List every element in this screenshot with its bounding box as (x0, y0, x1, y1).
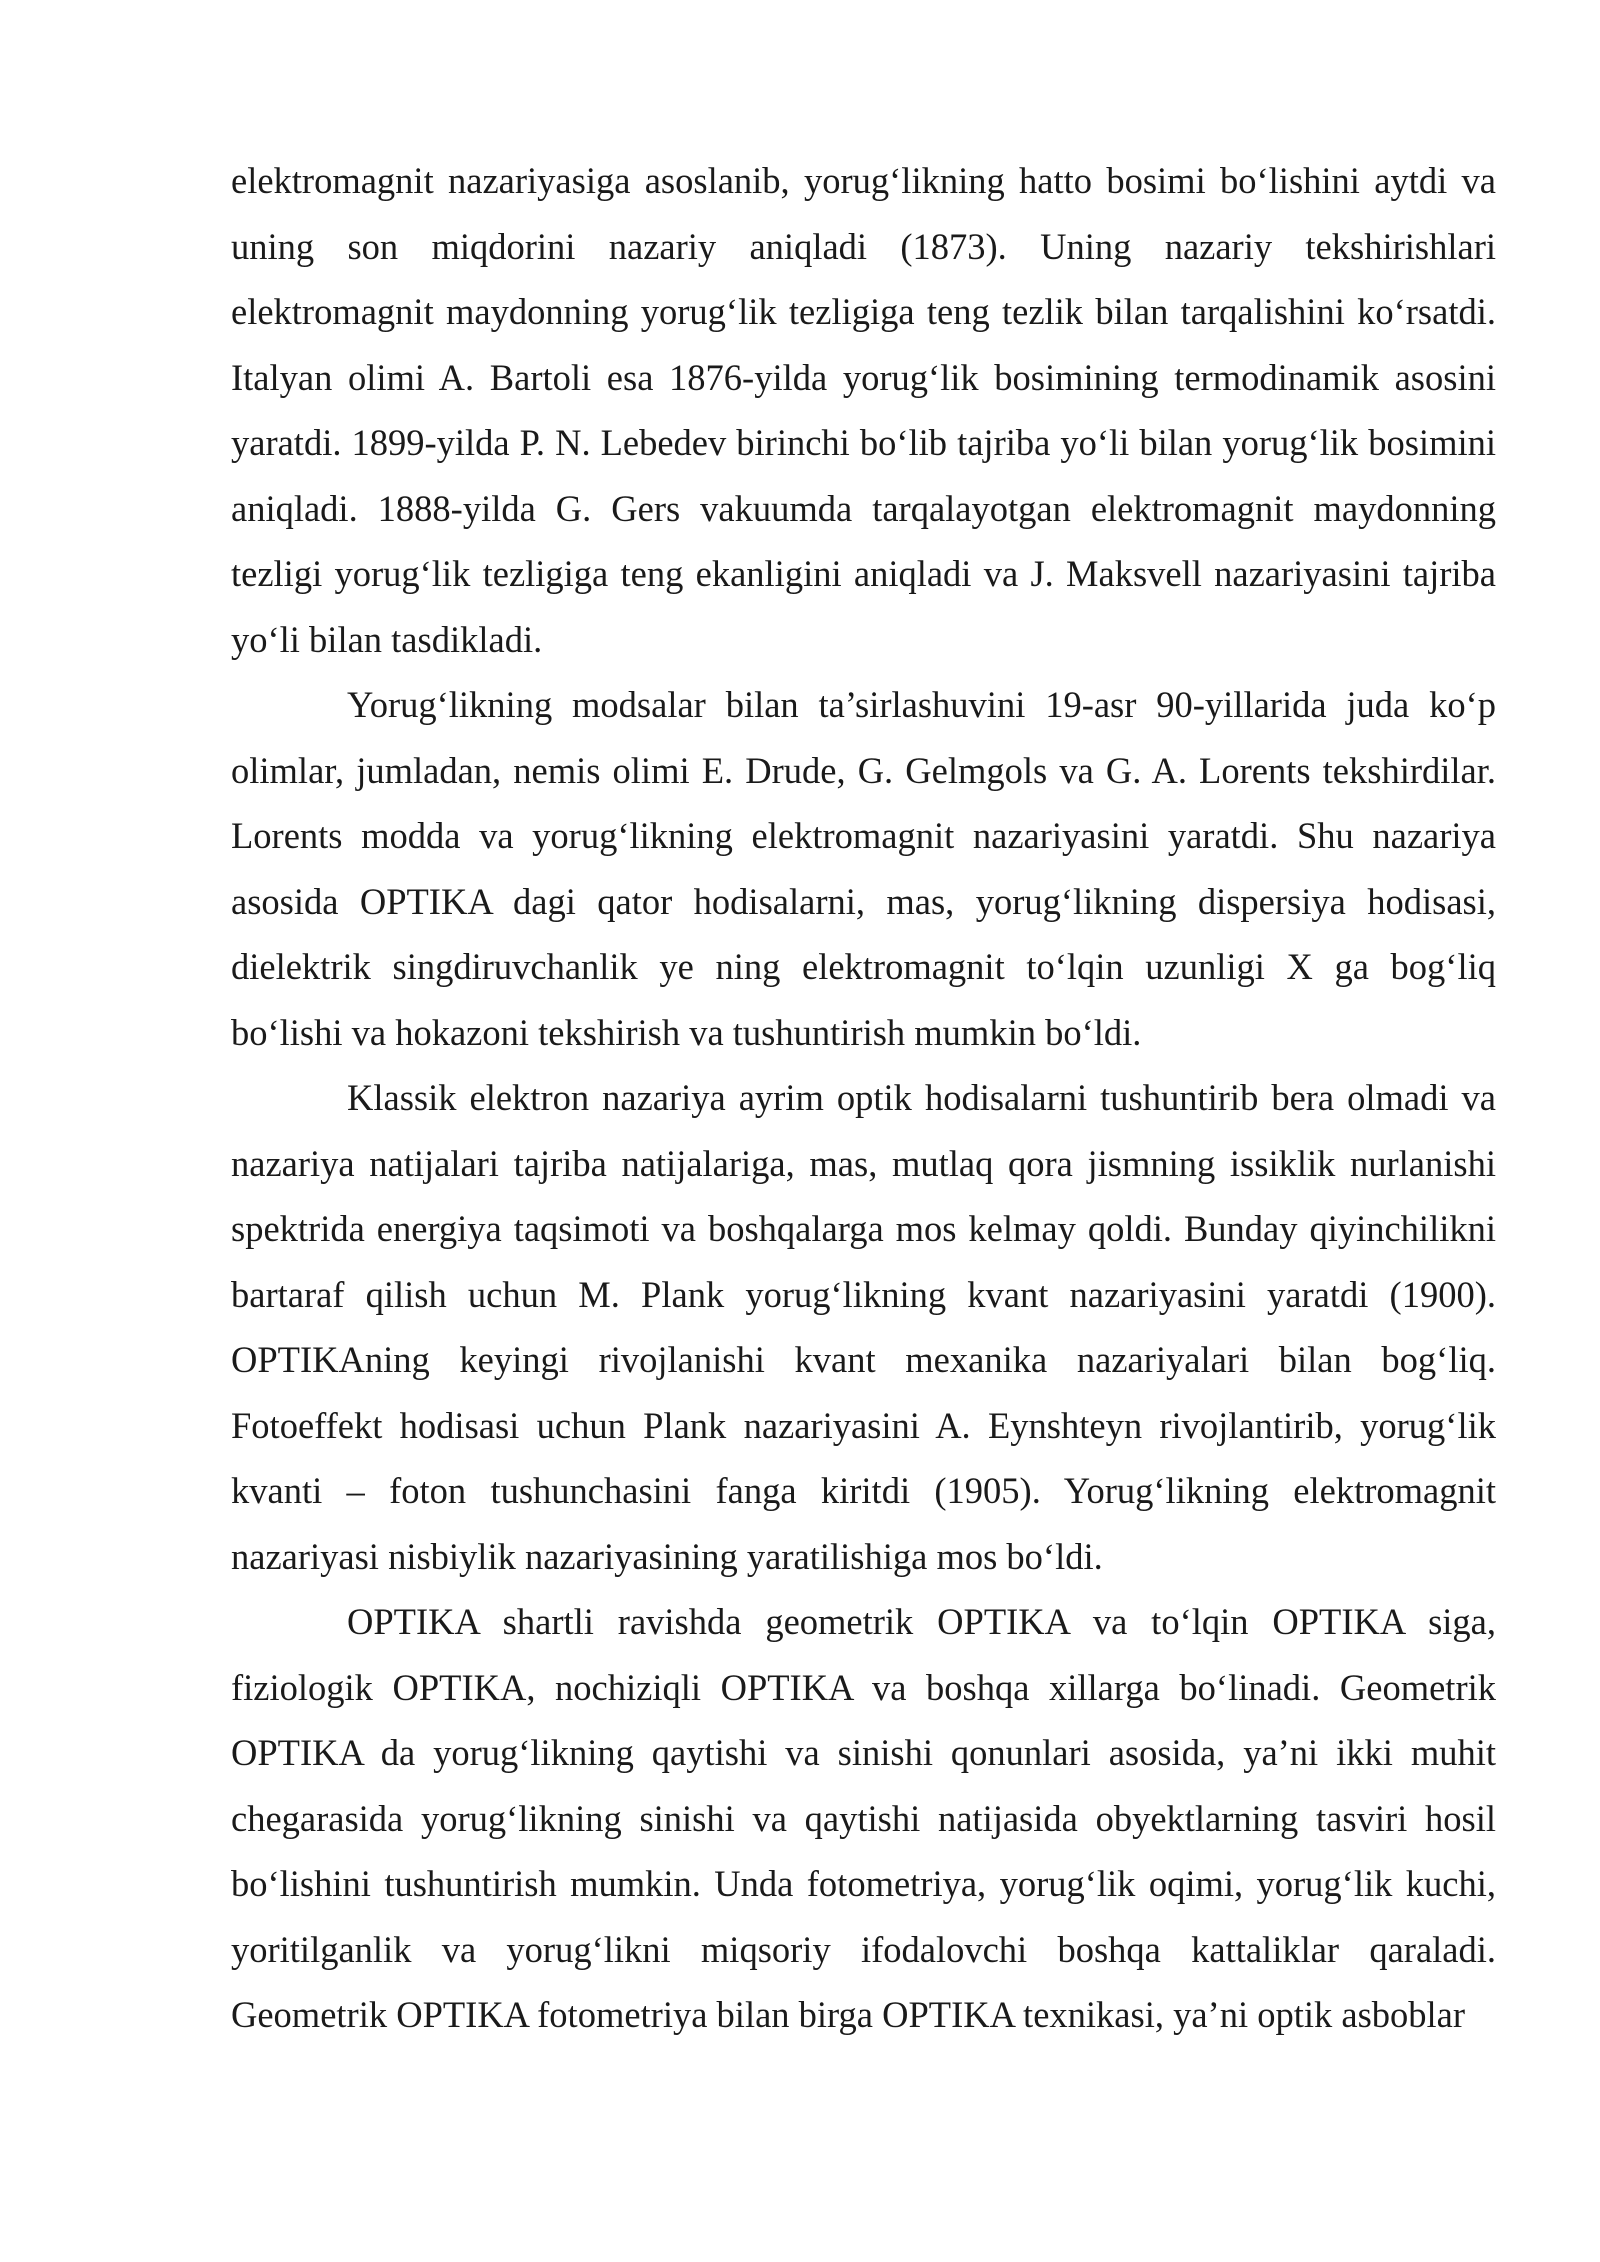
paragraph-optics-branches: OPTIKA shartli ravishda geometrik OPTIKA va to‘lqin OPTIKA siga, fiziologik OPTIKA, nochiziqli OPTIKA va boshqa xillarga bo‘linadi. Geometrik OPTIKA da yorug‘likning qaytishi va sinishi qonunlari asosida, ya’ni ikki muhit chegarasida yorug‘likning sinishi va qaytishi natijasida obyektlarning tasviri hosil bo‘lishini tushuntirish mumkin. Unda fotometriya, yorug‘lik oqimi, yorug‘lik kuchi, yoritilganlik va yorug‘likni miqsoriy ifodalovchi boshqa kattaliklar qaraladi. Geometrik OPTIKA fotometriya bilan birga OPTIKA texnikasi, ya’ni optik asboblar (231, 1601, 1496, 2035)
paragraph-maxwell-light-pressure: elektromagnit nazariyasiga asoslanib, yorug‘likning hatto bosimi bo‘lishini aytdi va uning son miqdorini nazariy aniqladi (1873). Uning nazariy tekshirishlari elektromagnit maydonning yorug‘lik tezligiga teng tezlik bilan tarqalishini ko‘rsatdi. Italyan olimi A. Bartoli esa 1876-yilda yorug‘lik bosimining termodinamik asosini yaratdi. 1899-yilda P. N. Lebedev birinchi bo‘lib tajriba yo‘li bilan yorug‘lik bosimini aniqladi. 1888-yilda G. Gers vakuumda tarqalayotgan elektromagnit maydonning tezligi yorug‘lik tezligiga teng ekanligini aniqladi va J. Maksvell nazariyasini tajriba yo‘li bilan tasdikladi. (231, 160, 1496, 660)
paragraph-quantum-theory: Klassik elektron nazariya ayrim optik hodisalarni tushuntirib bera olmadi va nazariya natijalari tajriba natijalariga, mas, mutlaq qora jismning issiklik nurlanishi spektrida energiya taqsimoti va boshqalarga mos kelmay qoldi. Bunday qiyinchilikni bartaraf qilish uchun M. Plank yorug‘likning kvant nazariyasini yaratdi (1900). OPTIKAning keyingi rivojlanishi kvant mexanika nazariyalari bilan bog‘liq. Fotoeffekt hodisasi uchun Plank nazariyasini A. Eynshteyn rivojlantirib, yorug‘lik kvanti – foton tushunchasini fanga kiritdi (1905). Yorug‘likning elektromagnit nazariyasi nisbiylik nazariyasining yaratilishiga mos bo‘ldi. (231, 1077, 1496, 1577)
document-page (231, 148, 1496, 2048)
paragraph-lorentz-theory: Yorug‘likning modsalar bilan ta’sirlashuvini 19-asr 90-yillarida juda ko‘p olimlar, jumladan, nemis olimi E. Drude, G. Gelmgols va G. A. Lorents tekshirdilar. Lorents modda va yorug‘likning elektromagnit nazariyasini yaratdi. Shu nazariya asosida OPTIKA dagi qator hodisalarni, mas, yorug‘likning dispersiya hodisasi, dielektrik singdiruvchanlik ye ning elektromagnit to‘lqin uzunligi X ga bog‘liq bo‘lishi va hokazoni tekshirish va tushuntirish mumkin bo‘ldi. (231, 684, 1496, 1053)
